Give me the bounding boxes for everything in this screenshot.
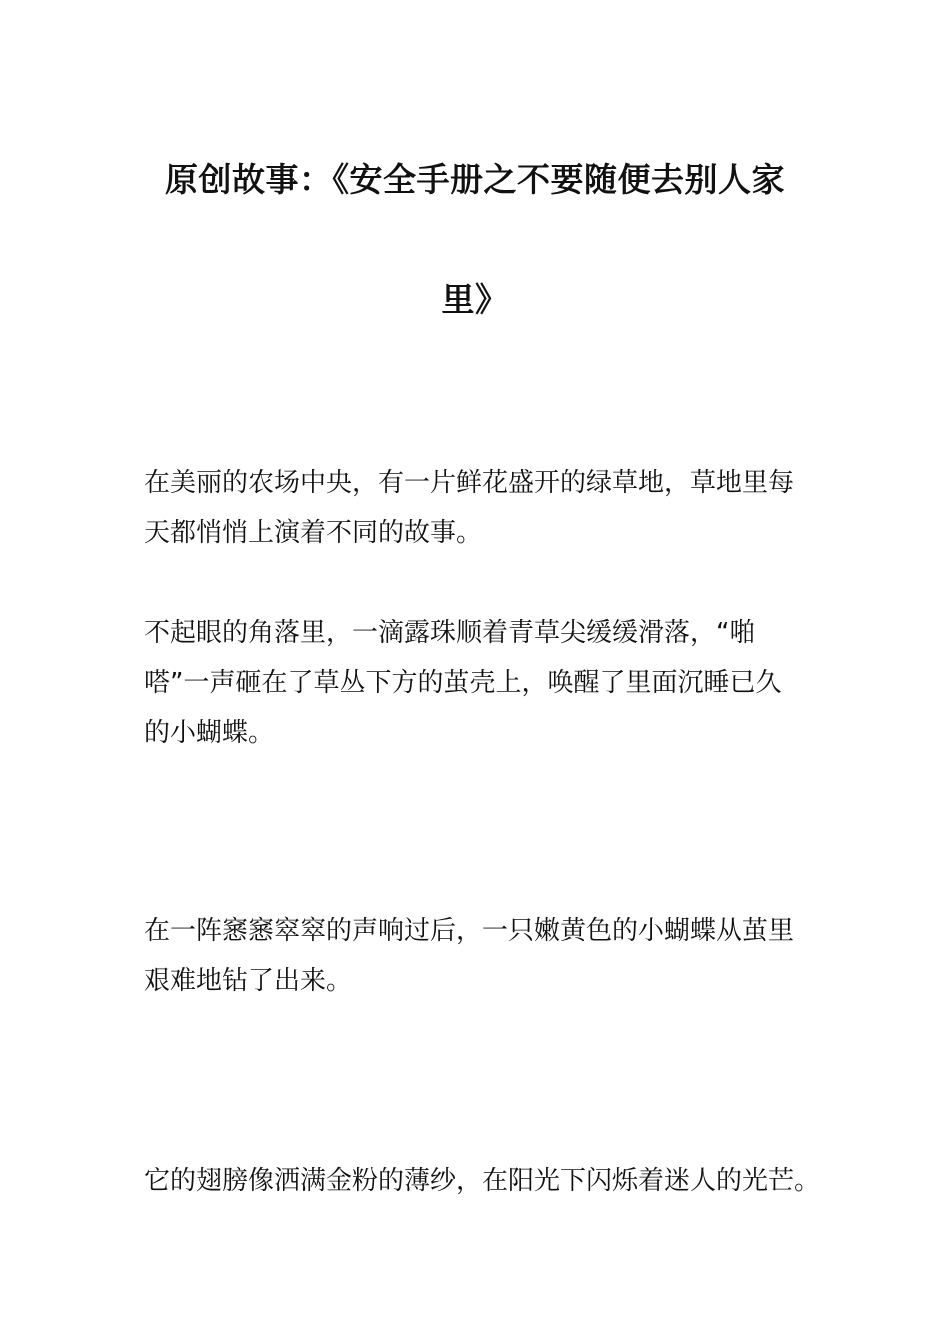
paragraph-4 — [144, 1156, 821, 1206]
paragraph-line: 艰难地钻了出来。 — [144, 966, 353, 996]
document-title-line-1: 原创故事：《安全手册之不要随便去别人家 — [165, 160, 785, 199]
paragraph-1 — [144, 458, 812, 558]
paragraph-line: 不起眼的角落里，一滴露珠顺着青草尖缓缓滑落，“啪 — [144, 618, 756, 648]
document-title-line-2: 里》 — [441, 280, 509, 319]
paragraph-line: 嗒”一声砸在了草丛下方的茧壳上，唤醒了里面沉睡已久 — [144, 668, 782, 698]
paragraph-3 — [144, 906, 812, 1006]
paragraph-line: 在一阵窸窸窣窣的声响过后，一只嫩黄色的小蝴蝶从茧里 — [144, 916, 795, 946]
paragraph-line: 天都悄悄上演着不同的故事。 — [144, 518, 483, 548]
paragraph-line: 它的翅膀像洒满金粉的薄纱，在阳光下闪烁着迷人的光芒。 — [144, 1166, 821, 1196]
paragraph-line: 的小蝴蝶。 — [144, 718, 275, 748]
paragraph-line: 在美丽的农场中央，有一片鲜花盛开的绿草地，草地里每 — [144, 468, 795, 498]
paragraph-2 — [144, 608, 812, 758]
